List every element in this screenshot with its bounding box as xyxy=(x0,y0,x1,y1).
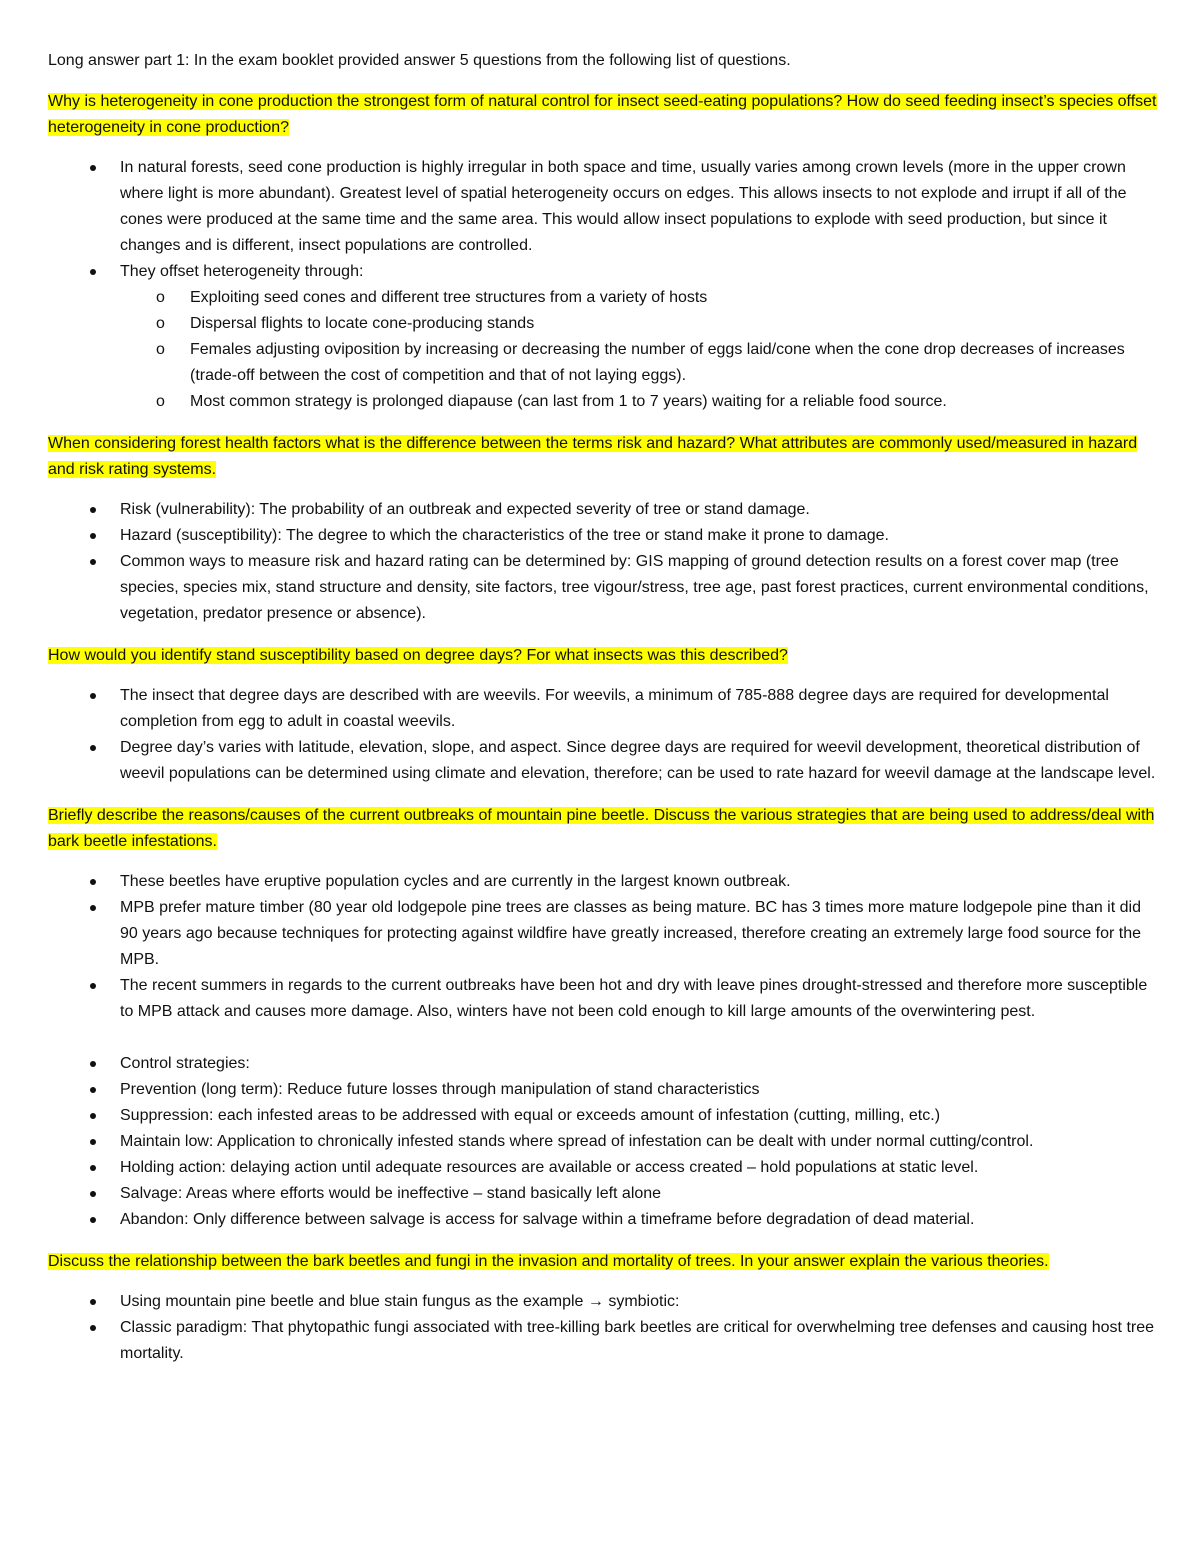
answer-bullet: Holding action: delaying action until adequate resources are available or access created – hold populations at static level. xyxy=(48,1155,1160,1181)
answer-bullet: MPB prefer mature timber (80 year old lodgepole pine trees are classes as being mature. BC has 3 times more mature lodgepole pine than it did 90 years ago because techniques for protecting against wildfire have greatly increased, therefore creating an extremely large food source for the MPB. xyxy=(48,895,1160,973)
highlighted-question-text: Why is heterogeneity in cone production the strongest form of natural control for insect seed-eating populations? How do seed feeding insect’s species offset heterogeneity in cone production? xyxy=(48,93,1157,136)
intro-instructions: Long answer part 1: In the exam booklet provided answer 5 questions from the following list of questions. xyxy=(48,52,791,69)
blank-line xyxy=(48,1025,1160,1051)
answer-list xyxy=(48,497,1160,627)
question-section xyxy=(48,1249,1160,1367)
answer-bullet: Suppression: each infested areas to be addressed with equal or exceeds amount of infestation (cutting, milling, etc.) xyxy=(48,1103,1160,1129)
answer-bullet: Control strategies: xyxy=(48,1051,1160,1077)
answer-bullet: Risk (vulnerability): The probability of an outbreak and expected severity of tree or stand damage. xyxy=(48,497,1160,523)
question-section xyxy=(48,643,1160,787)
question-heading xyxy=(48,1249,1160,1275)
sub-answer-bullet: o Dispersal flights to locate cone-producing stands xyxy=(120,311,1160,337)
question-section xyxy=(48,803,1160,1233)
question-section xyxy=(48,431,1160,627)
answer-bullet: In natural forests, seed cone production is highly irregular in both space and time, usually varies among crown levels (more in the upper crown where light is more abundant). Greatest level of spatial heterogeneity occurs on edges. This allows insects to not explode and irrupt if all of the cones were produced at the same time and the same area. This would allow insect populations to explode with seed production, but since it changes and is different, insect populations are controlled. xyxy=(48,155,1160,259)
answer-bullet: These beetles have eruptive population cycles and are currently in the largest known outbreak. xyxy=(48,869,1160,895)
sub-answer-bullet: o Females adjusting oviposition by increasing or decreasing the number of eggs laid/cone when the cone drop decreases of increases (trade-off between the cost of competition and that of not laying eggs). xyxy=(120,337,1160,389)
highlighted-question-text: When considering forest health factors what is the difference between the terms risk and hazard? What attributes are commonly used/measured in hazard and risk rating systems. xyxy=(48,435,1138,478)
highlighted-question-text: How would you identify stand susceptibility based on degree days? For what insects was this described? xyxy=(48,647,788,664)
answer-bullet: Salvage: Areas where efforts would be ineffective – stand basically left alone xyxy=(48,1181,1160,1207)
answer-bullet xyxy=(48,259,1160,415)
answer-bullet: Hazard (susceptibility): The degree to which the characteristics of the tree or stand make it prone to damage. xyxy=(48,523,1160,549)
answer-bullet-text: They offset heterogeneity through: xyxy=(120,263,364,280)
answer-bullet: Degree day’s varies with latitude, elevation, slope, and aspect. Since degree days are required for weevil development, theoretical distribution of weevil populations can be determined using climate and elevation, therefore; can be used to rate hazard for weevil damage at the landscape level. xyxy=(48,735,1160,787)
question-heading xyxy=(48,89,1160,141)
answer-list xyxy=(48,869,1160,1233)
highlighted-question-text: Briefly describe the reasons/causes of the current outbreaks of mountain pine beetle. Discuss the various strategies that are being used to address/deal with bark beetle infestations. xyxy=(48,807,1155,850)
answer-bullet: Prevention (long term): Reduce future losses through manipulation of stand characteristics xyxy=(48,1077,1160,1103)
sub-answer-bullet: o Most common strategy is prolonged diapause (can last from 1 to 7 years) waiting for a reliable food source. xyxy=(120,389,1160,415)
highlighted-question-text: Discuss the relationship between the bark beetles and fungi in the invasion and mortality of trees. In your answer explain the various theories. xyxy=(48,1253,1049,1270)
answer-list xyxy=(48,683,1160,787)
sub-answer-list xyxy=(120,285,1160,415)
answer-bullet: The recent summers in regards to the current outbreaks have been hot and dry with leave pines drought-stressed and therefore more susceptible to MPB attack and causes more damage. Also, winters have not been cold enough to kill large amounts of the overwintering pest. xyxy=(48,973,1160,1025)
question-heading xyxy=(48,803,1160,855)
answer-list xyxy=(48,1289,1160,1367)
answer-list xyxy=(48,155,1160,415)
answer-bullet: Classic paradigm: That phytopathic fungi associated with tree-killing bark beetles are critical for overwhelming tree defenses and causing host tree mortality. xyxy=(48,1315,1160,1367)
question-heading xyxy=(48,431,1160,483)
question-heading xyxy=(48,643,1160,669)
answer-bullet: Maintain low: Application to chronically infested stands where spread of infestation can be dealt with under normal cutting/control. xyxy=(48,1129,1160,1155)
question-section xyxy=(48,89,1160,415)
answer-bullet: Abandon: Only difference between salvage is access for salvage within a timeframe before degradation of dead material. xyxy=(48,1207,1160,1233)
answer-bullet: The insect that degree days are described with are weevils. For weevils, a minimum of 785-888 degree days are required for developmental completion from egg to adult in coastal weevils. xyxy=(48,683,1160,735)
answer-bullet: Common ways to measure risk and hazard rating can be determined by: GIS mapping of ground detection results on a forest cover map (tree species, species mix, stand structure and density, site factors, tree vigour/stress, tree age, past forest practices, current environmental conditions, vegetation, predator presence or absence). xyxy=(48,549,1160,627)
sub-answer-bullet: o Exploiting seed cones and different tree structures from a variety of hosts xyxy=(120,285,1160,311)
answer-bullet: Using mountain pine beetle and blue stain fungus as the example → symbiotic: xyxy=(48,1289,1160,1315)
